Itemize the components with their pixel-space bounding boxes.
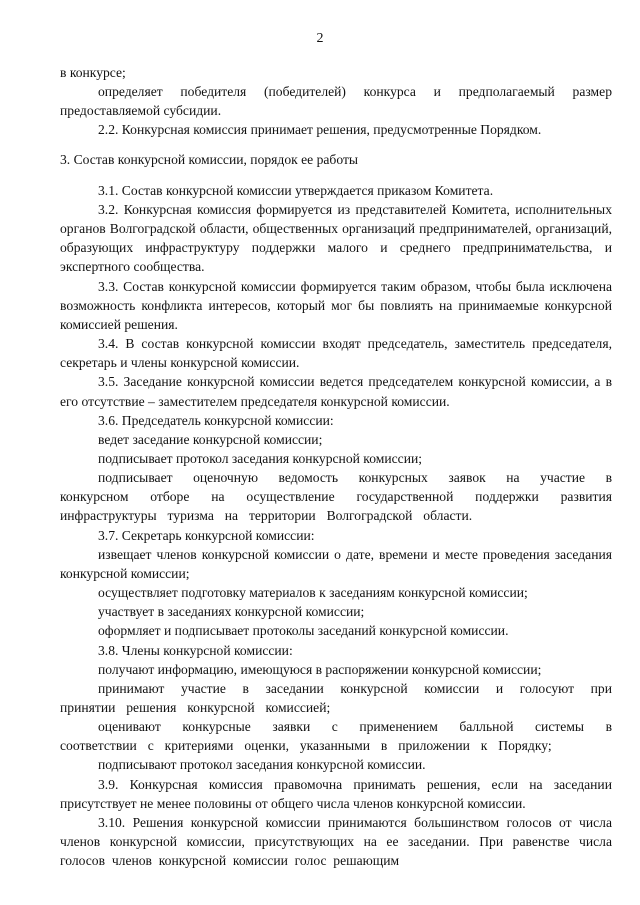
paragraph-3-1: 3.1. Состав конкурсной комиссии утверждается приказом Комитета. xyxy=(98,182,494,198)
paragraph-3-8: 3.8. Члены конкурсной комиссии: xyxy=(98,642,293,658)
paragraph-3-3: 3.3. Состав конкурсной комиссии формируется таким образом, чтобы была исключена возможность конфликта интересов, который мог бы повлиять на принимаемые конкурсной комиссией решения. xyxy=(60,278,612,332)
paragraph-3-4: 3.4. В состав конкурсной комиссии входят председатель, заместитель председателя, секретарь и члены конкурсной комиссии. xyxy=(60,336,612,371)
list-item: осуществляет подготовку материалов к заседаниям конкурсной комиссии; xyxy=(98,585,528,601)
list-item: оформляет и подписывает протоколы заседаний конкурсной комиссии. xyxy=(98,623,509,639)
paragraph-3-6: 3.6. Председатель конкурсной комиссии: xyxy=(98,412,334,428)
paragraph-1: в конкурсе; xyxy=(60,65,126,80)
list-item: извещает членов конкурсной комиссии о дате, времени и месте проведения заседания конкурсной комиссии; xyxy=(60,546,612,581)
document-body xyxy=(60,63,612,870)
list-item: подписывает оценочную ведомость конкурсных заявок на участие в конкурсном отборе на осуществление государственной поддержки развития инфраструктуры туризма на территории Волгоградской области. xyxy=(60,470,612,524)
paragraph-3-10: 3.10. Решения конкурсной комиссии принимаются большинством голосов от числа членов конкурсной комиссии, присутствующих на ее заседании. При равенстве числа голосов членов конкурсной комиссии голос решающим xyxy=(60,814,612,869)
paragraph-3-2: 3.2. Конкурсная комиссия формируется из представителей Комитета, исполнительных органов Волгоградской области, общественных организаций предпринимателей, организаций, образующих инфраструктуру поддержки малого и среднего предпринимательства, и экспертного сообщества. xyxy=(60,201,612,275)
page-number: 2 xyxy=(316,31,324,46)
paragraph-3: 2.2. Конкурсная комиссия принимает решения, предусмотренные Порядком. xyxy=(98,122,542,138)
paragraph-3-7: 3.7. Секретарь конкурсной комиссии: xyxy=(98,527,315,543)
list-item: принимают участие в заседании конкурсной комиссии и голосуют при принятии решения конкурсной комиссией; xyxy=(60,680,612,715)
list-item: получают информацию, имеющуюся в распоряжении конкурсной комиссии; xyxy=(98,661,542,677)
paragraph-3-9: 3.9. Конкурсная комиссия правомочна принимать решения, если на заседании присутствует не менее половины от общего числа членов конкурсной комиссии. xyxy=(60,776,612,811)
paragraph-3-5: 3.5. Заседание конкурсной комиссии ведется председателем конкурсной комиссии, а в его отсутствие – заместителем председателя конкурсной комиссии. xyxy=(60,374,612,409)
section-heading: 3. Состав конкурсной комиссии, порядок ее работы xyxy=(60,151,359,167)
list-item: ведет заседание конкурсной комиссии; xyxy=(98,431,323,447)
paragraph-2: определяет победителя (победителей) конкурса и предполагаемый размер предоставляемой субсидии. xyxy=(60,84,612,119)
list-item: участвует в заседаниях конкурсной комиссии; xyxy=(98,604,365,620)
list-item: подписывает протокол заседания конкурсной комиссии; xyxy=(98,450,423,466)
list-item: оценивают конкурсные заявки с применением балльной системы в соответствии с критериями оценки, указанными в приложении к Порядку; xyxy=(60,719,612,754)
list-item: подписывают протокол заседания конкурсной комиссии. xyxy=(98,757,426,773)
